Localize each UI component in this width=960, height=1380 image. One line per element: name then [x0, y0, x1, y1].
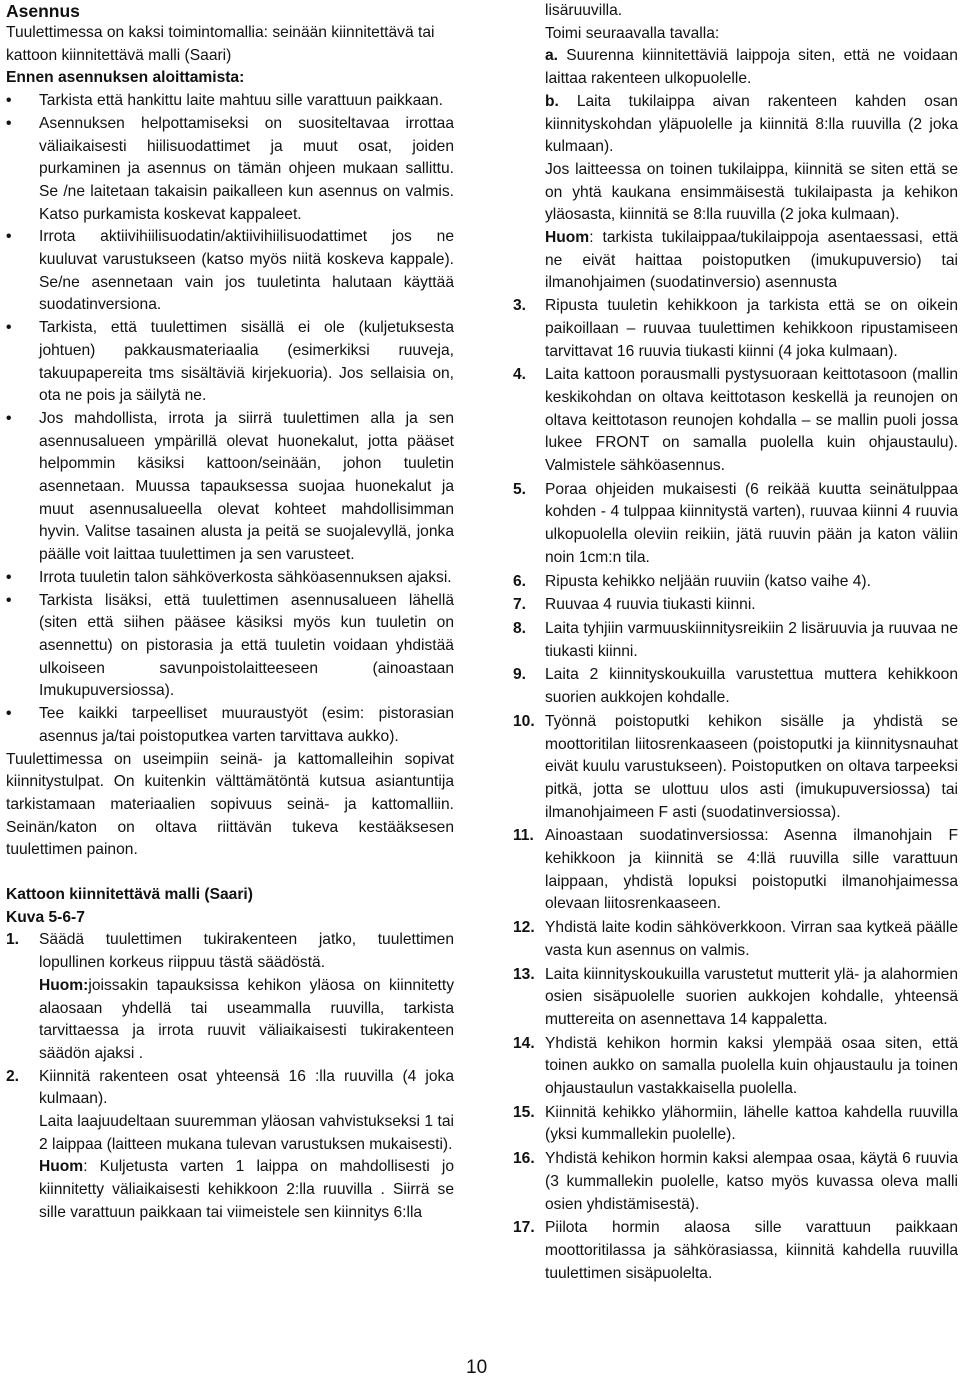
step-15: [513, 1102, 958, 1147]
step-number: 8.: [513, 619, 527, 637]
note-label: Huom: [545, 229, 590, 247]
step-number: 3.: [513, 297, 527, 315]
sub-step-letter: b.: [545, 92, 559, 110]
before-install-heading: Ennen asennuksen aloittamista:: [6, 69, 245, 87]
step-14: [513, 1033, 958, 1101]
step-text: Säädä tuulettimen tukirakenteen jatko, tuulettimen lopullinen korkeus riippuu tästä säädöstä.: [39, 931, 454, 972]
ceiling-model-heading: Kattoon kiinnitettävä malli (Saari): [6, 886, 253, 904]
step-number: 9.: [513, 666, 527, 684]
continued-instruction: Toimi seuraavalla tavalla:: [545, 24, 720, 42]
step-text: Piilota hormin alaosa sille varattuun paikkaan moottoritilassa ja sähkörasiassa, kiinnitä kahdella ruuvilla tuulettimen sisäpuolelta.: [545, 1219, 958, 1282]
step-number: 5.: [513, 480, 527, 498]
step-8: [513, 618, 958, 663]
step-number: 12.: [513, 919, 535, 937]
step-text: Ruuvaa 4 ruuvia tiukasti kiinni.: [545, 596, 756, 614]
step-text: Kiinnitä kehikko ylähormiin, lähelle kattoa kahdella ruuvilla (yksi kummallekin puolelle).: [545, 1103, 958, 1144]
step-number: 13.: [513, 965, 535, 983]
step-12: [513, 917, 958, 962]
step-text: Työnnä poistoputki kehikon sisälle ja yhdistä se moottoritilan liitosrenkaaseen (poistoputki ja kiinnitysnauhat eivät kuulu varustukseen). Poistoputken on oltava tarpeeksi pitkä, jotta se ulottuu ulos asti (imukupuversiossa) tai ilmanohjaimeen F asti (suodatinversiossa).: [545, 712, 958, 821]
step-6: [513, 571, 958, 594]
sub-step-extra: Jos laitteessa on toinen tukilaippa, kiinnitä se siten että se on yhtä kaukana ensimmäisestä tukilaipasta ja kehikon yläosasta, kiinnitä se 8:lla ruuvilla (2 joka kulmaan).: [545, 160, 958, 224]
preparation-list: [6, 90, 454, 748]
step-10: [513, 711, 958, 825]
sub-step-text: Laita tukilaippa aivan rakenteen kahden osan kiinnityskohdan yläpuolelle ja kiinnitä 8:lla ruuvilla (2 joka kulmaan).: [545, 92, 958, 156]
step-4: [513, 364, 958, 478]
list-item: • Tee kaikki tarpeelliset muuraustyöt (esim: pistorasian asennus ja/tai poistoputkea varten tarvittava aukko).: [6, 703, 454, 748]
list-item: • Tarkista että hankittu laite mahtuu sille varattuun paikkaan.: [6, 90, 454, 113]
step-text: Ripusta tuuletin kehikkoon ja tarkista että se on oikein paikoillaan – ruuvaa tuulettimen kehikkoon ripustamiseen tarvittavat 16 ruuvia tiukasti kiinni (4 joka kulmaan).: [545, 297, 958, 360]
step-text: Laita tyhjiin varmuuskiinnitysreikiin 2 lisäruuvia ja ruuvaa ne tiukasti kiinni.: [545, 619, 958, 660]
step-text: Laita kattoon porausmalli pystysuoraan keittotasoon (mallin keskikohdan on oltava keittotason keskellä ja reunojen on oltava keittotason reunojen kohdalla – se mallin puoli jossa lukee FRONT on samalla puolella kuin ohjaustaulu). Valmistele sähköasennus.: [545, 366, 958, 475]
step-number: 11.: [513, 827, 534, 845]
step-13: [513, 964, 958, 1032]
step-text: Laita 2 kiinnityskoukuilla varustettua muttera kehikkoon suorien aukkojen kohdalle.: [545, 666, 958, 707]
step-text: Yhdistä laite kodin sähköverkkoon. Virran saa kytkeä päälle vasta kun asennus on valmis.: [545, 919, 958, 959]
list-item: • Tarkista lisäksi, että tuulettimen asennusalueen lähellä (siten että siihen pääsee käsiksi myös kun tuuletin on asennettu) on pistorasia ja että tuuletin voidaan yhdistää ulkoiseen savunpoistolaitteeseen (ainoastaan Imukupuversiossa).: [6, 590, 454, 704]
step-number: 10.: [513, 712, 535, 730]
note-label: Huom:: [39, 976, 89, 994]
steps-list: [513, 295, 958, 1285]
list-item: • Irrota tuuletin talon sähköverkosta sähköasennuksen ajaksi.: [6, 567, 454, 590]
figure-reference: Kuva 5-6-7: [6, 908, 85, 926]
list-item: • Jos mahdollista, irrota ja siirrä tuulettimen alla ja sen asennusalueen ympärillä olevat huonekalut, jotta pääset helpommin käsiksi kattoon/seinään, johon tuuletin asennetaan. Muussa tapauksessa suojaa huonekalut ja muut asennusalueella olevat kohteet mahdollisimman hyvin. Valitse tasainen alusta ja peitä se suojalevyllä, jonka päälle voit laittaa tuulettimen ja sen varusteet.: [6, 408, 454, 567]
step-number: 14.: [513, 1034, 535, 1052]
left-column: [6, 0, 454, 1225]
step-text: Yhdistä kehikon hormin kaksi alempaa osaa, käytä 6 ruuvia (3 kummallekin puolelle, katso myös kuvassa oleva malli osien yhdistämisestä).: [545, 1150, 958, 1213]
sub-step-letter: a.: [545, 47, 559, 65]
sub-step-b: [513, 91, 958, 295]
step-extra-text: Laita laajuudeltaan suuremman yläosan vahvistukseksi 1 tai 2 laippaa (laitteen mukana tulevan varustuksen mukaisesti).: [39, 1113, 454, 1153]
step-7: [513, 594, 958, 617]
step-text: Ripusta kehikko neljään ruuviin (katso vaihe 4).: [545, 572, 871, 590]
step-text: Laita kiinnityskoukuilla varustetut mutterit ylä- ja alahormien osien sisäpuolelle suorien aukkojen kohdalle, yhteensä muttereita on asennettava 14 kappaletta.: [545, 965, 958, 1028]
list-item: • Asennuksen helpottamiseksi on suositeltavaa irrottaa väliaikaisesti hiilisuodattimet ja muut osat, joiden purkaminen ja asennus on tämän ohjeen mukaan sallittu. Se /ne laitetaan takaisin paikalleen kun asennus on valmis. Katso purkamista koskevat kappaleet.: [6, 113, 454, 227]
step-number: 15.: [513, 1103, 535, 1121]
note-label: Huom: [39, 1158, 84, 1176]
sub-step-text: Suurenna kiinnitettäviä laippoja siten, että ne voidaan laittaa rakenteen ulkopuolelle.: [545, 47, 958, 88]
step-number: 7.: [513, 596, 527, 614]
list-item: • Tarkista, että tuulettimen sisällä ei ole (kuljetuksesta johtuen) pakkausmateriaalia (esimerkiksi ruuveja, takuupapereita tms sisältäviä kirjekuoria). Jos sellaisia on, ota ne pois ja säilytä ne.: [6, 317, 454, 408]
list-item: • Irrota aktiivihiilisuodatin/aktiivihiilisuodattimet jos ne kuuluvat varustukseen (katso myös niitä koskeva kappale). Se/ne asennetaan vain jos tuuletinta halutaan käyttää suodatinversiona.: [6, 226, 454, 317]
step-9: [513, 664, 958, 709]
step-3: [513, 295, 958, 363]
step-number: 6.: [513, 572, 527, 590]
step-number: 4.: [513, 366, 527, 384]
step-16: [513, 1148, 958, 1216]
continued-text: lisäruuvilla.: [545, 2, 623, 19]
note-text: : tarkista tukilaippaa/tukilaippoja asentaessasi, että ne eivät haittaa poistoputken (imukupuversio) tai ilmanohjaimen (suodatinversio) asennusta: [545, 229, 958, 292]
step-17: [513, 1217, 958, 1285]
note-text: : Kuljetusta varten 1 laippa on mahdollisesti jo kiinnitetty väliaikaisesti kehikkoon 2:lla ruuvilla . Siirrä se sille varattuun paikkaan tai viimeistele sen kiinnitys 6:lla: [39, 1158, 454, 1221]
step-5: [513, 479, 958, 570]
step-text: Yhdistä kehikon hormin kaksi ylempää osaa siten, että toinen aukko on samalla puolella kuin ohjaustaulu ja toinen ohjaustaulun vastakkaisella puolella.: [545, 1034, 958, 1098]
right-column: [513, 0, 958, 1286]
step-number: 17.: [513, 1219, 535, 1237]
intro-paragraph: Tuulettimessa on kaksi toimintomallia: seinään kiinnitettävä tai kattoon kiinnitettävä malli (Saari): [6, 24, 435, 64]
step-2: [6, 1066, 454, 1225]
note-text: joissakin tapauksissa kehikon yläosa on kiinnitetty alaosaan yhdellä tai useammalla ruuvilla, tarkista tarvittaessa ja irrota ruuvit väliaikaisesti tukirakenteen säädön ajaksi .: [39, 976, 454, 1062]
step-text: Kiinnitä rakenteen osat yhteensä 16 :lla ruuvilla (4 joka kulmaan).: [39, 1067, 454, 1108]
section-title: Asennus: [6, 1, 80, 21]
step-11: [513, 825, 958, 916]
sub-step-a: [513, 45, 958, 90]
step-number: 1.: [6, 931, 20, 949]
step-text: Poraa ohjeiden mukaisesti (6 reikää kuutta seinätulppaa kohden - 4 tulppaa kiinnitystä varten), ruuvaa kiinni 4 ruuvia ulkopuolella oleviin reikiin, jätä ruuvin pään ja katon väliin noin 1cm:n tila.: [545, 480, 958, 566]
step-1: [6, 929, 454, 1065]
step-text: Ainoastaan suodatinversiossa: Asenna ilmanohjain F kehikkoon ja kiinnitä se 4:llä ruuvilla sille varattuun laippaan, yhdistä lopuksi poistoputki ilmanohjaimessa olevaan liitosrenkaaseen.: [545, 827, 958, 913]
wall-ceiling-paragraph: Tuulettimessa on useimpiin seinä- ja kattomalleihin sopivat kiinnitystulpat. On kuitenkin välttämätöntä kutsua asiantuntija tarkistamaan materiaalien sopivuus seinä- ja kattomalliin. Seinän/katon on oltava riittävän tukeva kestääksesen tuulettimen painon.: [6, 750, 454, 859]
step-number: 16.: [513, 1150, 535, 1168]
page-number: 10: [466, 1357, 488, 1378]
step-number: 2.: [6, 1067, 20, 1085]
